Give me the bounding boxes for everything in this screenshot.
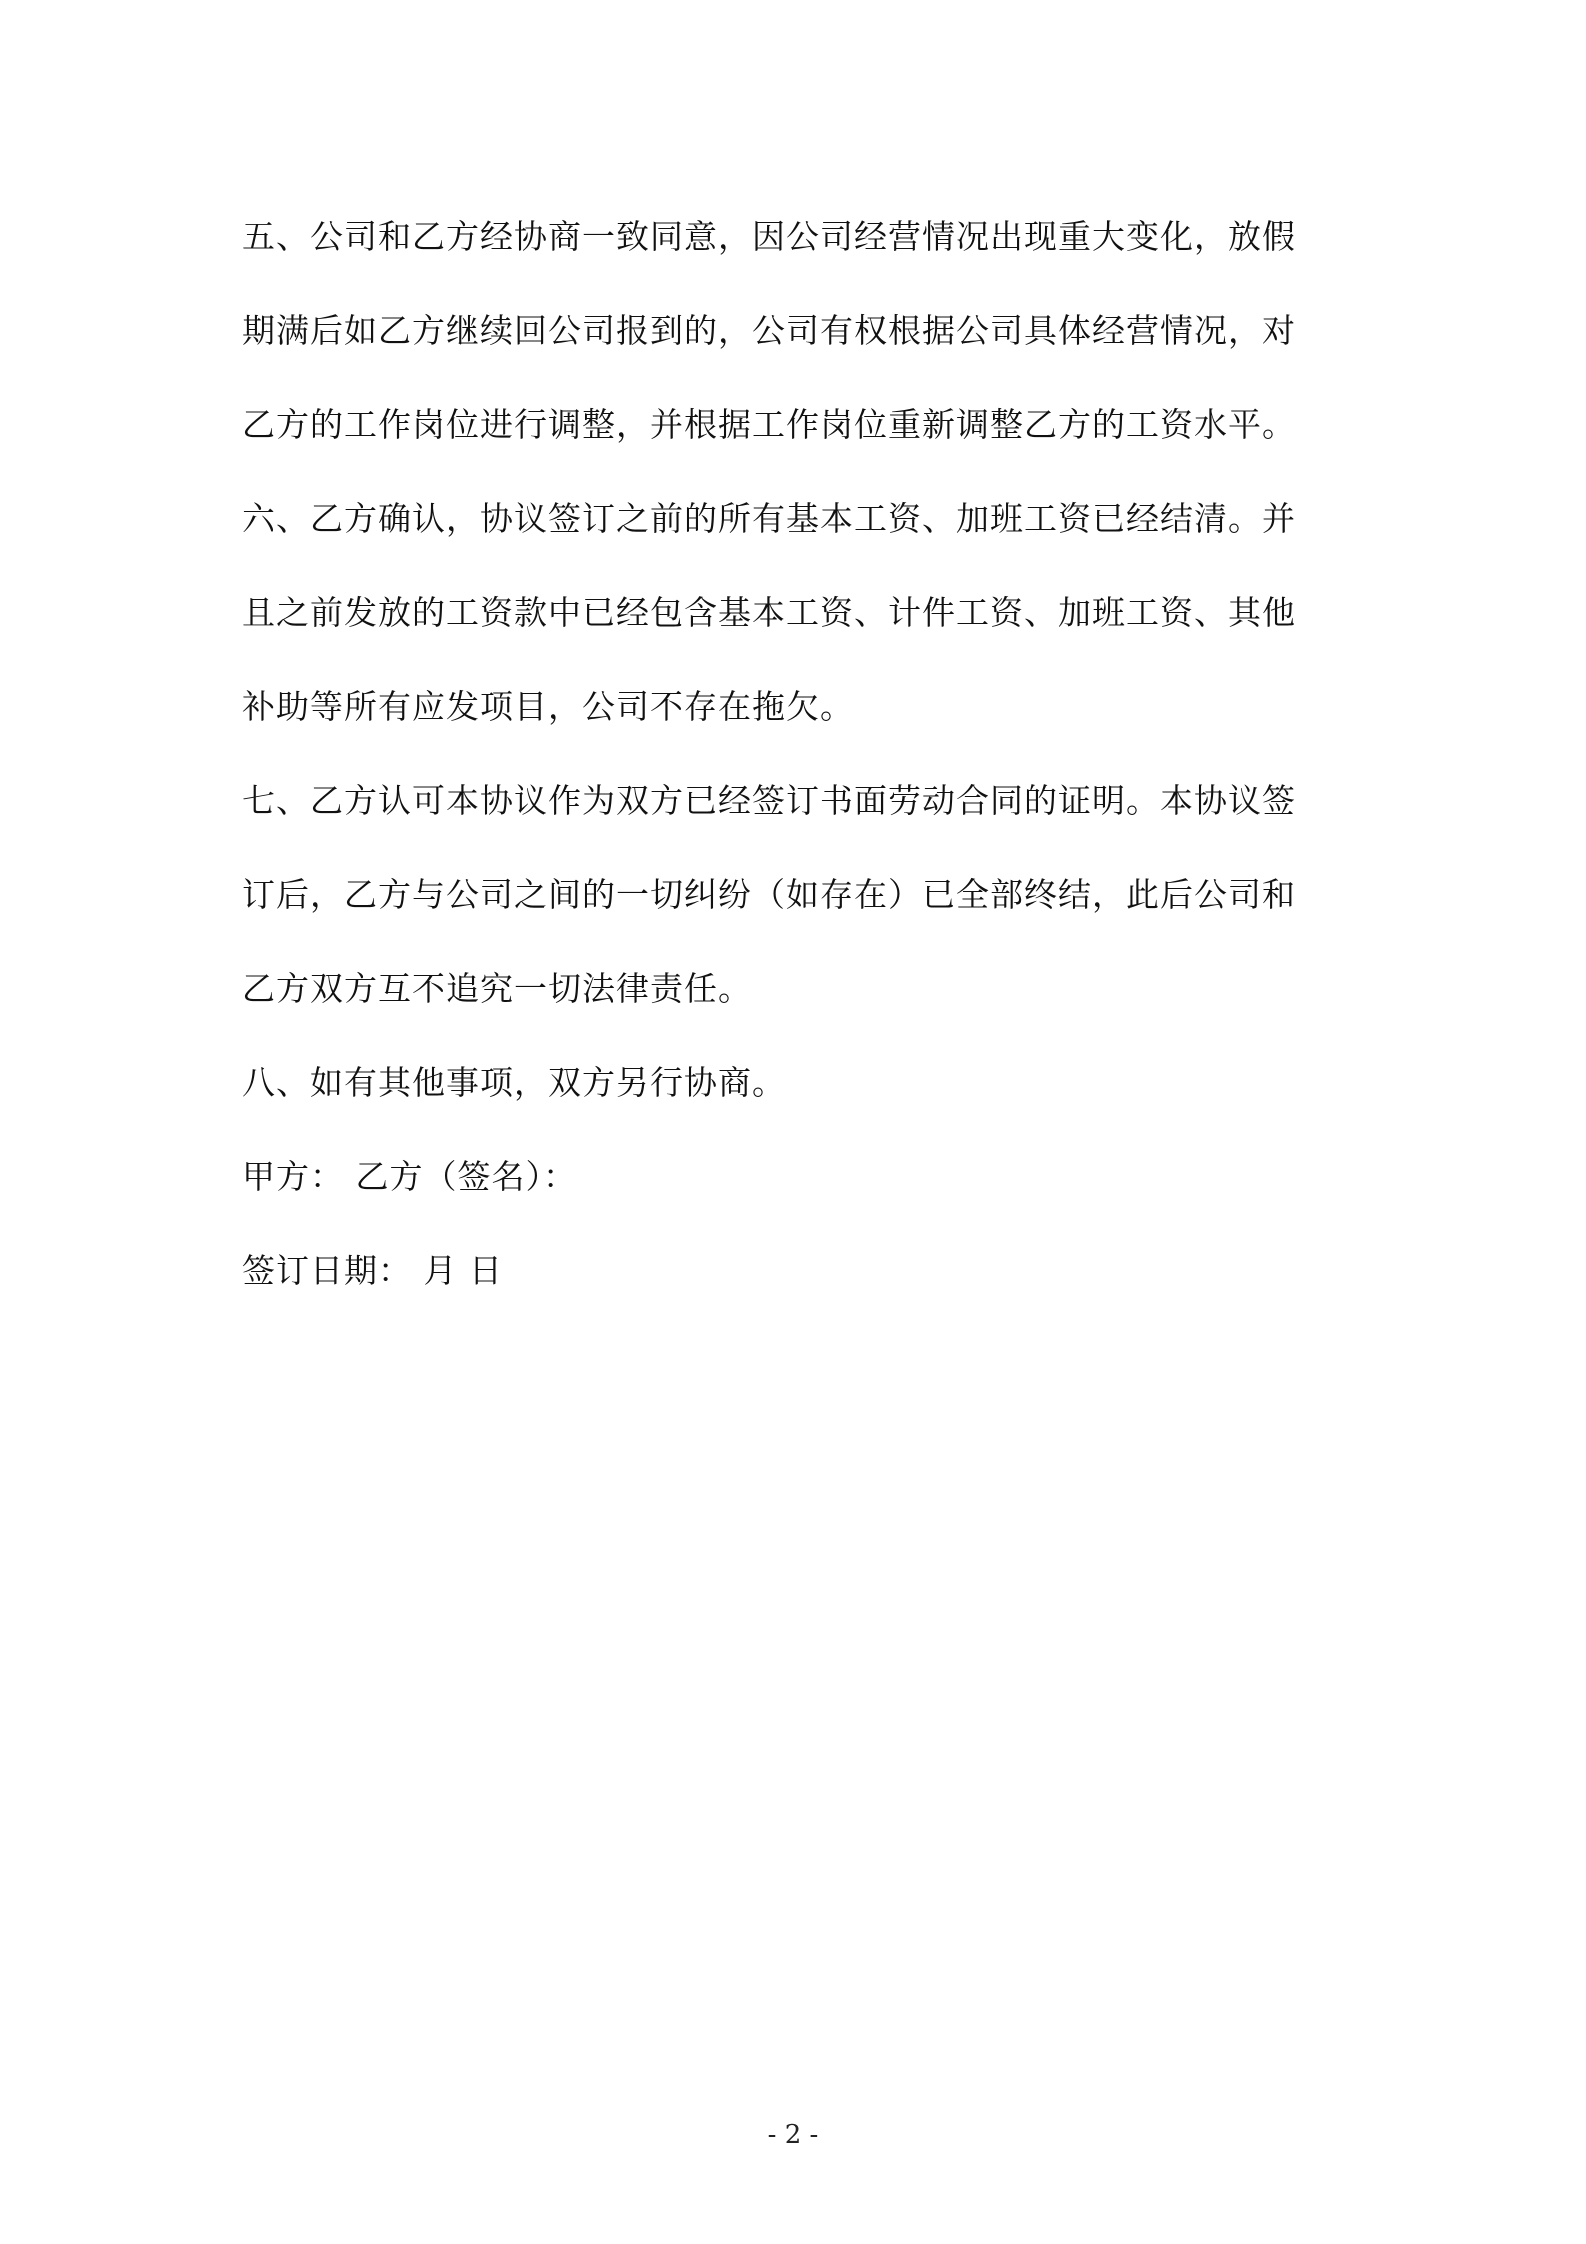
- text-line: 且之前发放的工资款中已经包含基本工资、计件工资、加班工资、其他: [242, 593, 1296, 632]
- text-line: 乙方的工作岗位进行调整，并根据工作岗位重新调整乙方的工资水平。: [242, 405, 1296, 444]
- text-line: 五、公司和乙方经协商一致同意，因公司经营情况出现重大变化，放假: [242, 217, 1296, 256]
- clause-6: [242, 472, 1354, 754]
- signing-date: [242, 1224, 1354, 1318]
- text-line: 补助等所有应发项目，公司不存在拖欠。: [242, 687, 854, 726]
- document-body: [242, 190, 1354, 1318]
- signature-parties: [242, 1130, 1354, 1224]
- text-line: 签订日期： 月 日: [242, 1251, 503, 1290]
- text-line: 甲方： 乙方（签名）：: [242, 1157, 577, 1196]
- text-line: 乙方双方互不追究一切法律责任。: [242, 969, 752, 1008]
- text-line: 八、如有其他事项，双方另行协商。: [242, 1063, 786, 1102]
- text-line: 七、乙方认可本协议作为双方已经签订书面劳动合同的证明。本协议签: [242, 781, 1296, 820]
- clause-8: [242, 1036, 1354, 1130]
- clause-5: [242, 190, 1354, 472]
- page-number: - 2 -: [767, 2120, 819, 2150]
- text-line: 期满后如乙方继续回公司报到的，公司有权根据公司具体经营情况，对: [242, 311, 1296, 350]
- clause-7: [242, 754, 1354, 1036]
- text-line: 订后，乙方与公司之间的一切纠纷（如存在）已全部终结，此后公司和: [242, 875, 1296, 914]
- text-line: 六、乙方确认，协议签订之前的所有基本工资、加班工资已经结清。并: [242, 499, 1296, 538]
